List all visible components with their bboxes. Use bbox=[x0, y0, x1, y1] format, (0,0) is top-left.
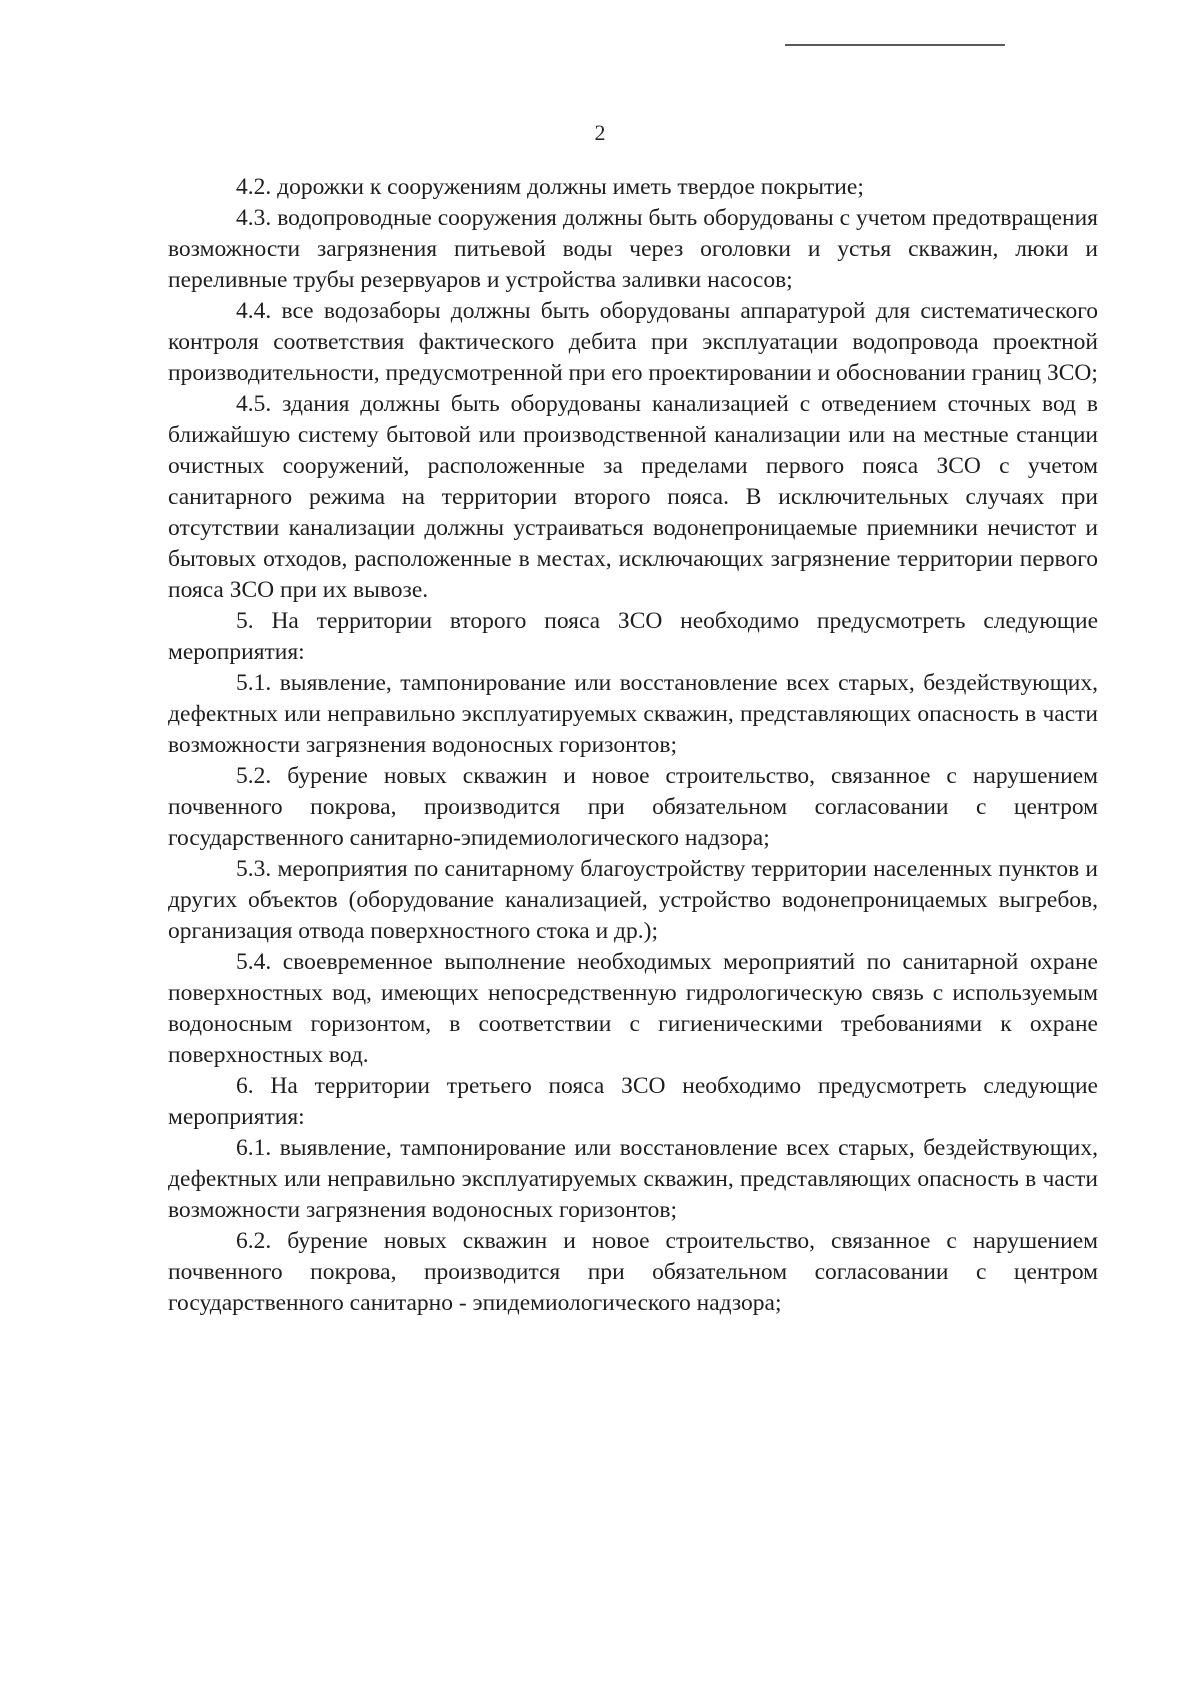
header-rule bbox=[785, 44, 1005, 46]
paragraph-6-2: 6.2. бурение новых скважин и новое строительство, связанное с нарушением почвенного покрова, производится при обязательном согласовании с центром государственного санитарно - эпидемиологического надзора; bbox=[168, 1228, 1098, 1316]
paragraph-6-1: 6.1. выявление, тампонирование или восстановление всех старых, бездействующих, дефектных или неправильно эксплуатируемых скважин, представляющих опасность в части возможности загрязнения водоносных горизонтов; bbox=[168, 1135, 1098, 1223]
page-number: 2 bbox=[594, 120, 606, 145]
paragraph-5: 5. На территории второго пояса ЗСО необходимо предусмотреть следующие мероприятия: bbox=[168, 608, 1098, 665]
paragraph-4-3: 4.3. водопроводные сооружения должны быть оборудованы с учетом предотвращения возможности загрязнения питьевой воды через оголовки и устья скважин, люки и переливные трубы резервуаров и устройства заливки насосов; bbox=[168, 205, 1098, 293]
paragraph-5-2: 5.2. бурение новых скважин и новое строительство, связанное с нарушением почвенного покрова, производится при обязательном согласовании с центром государственного санитарно-эпидемиологического надзора; bbox=[168, 763, 1098, 851]
paragraph-4-2: 4.2. дорожки к сооружениям должны иметь твердое покрытие; bbox=[236, 174, 864, 200]
paragraph-6: 6. На территории третьего пояса ЗСО необходимо предусмотреть следующие мероприятия: bbox=[168, 1073, 1098, 1130]
paragraph-4-4: 4.4. все водозаборы должны быть оборудованы аппаратурой для систематического контроля соответствия фактического дебита при эксплуатации водопровода проектной производительности, предусмотренной при его проектировании и обосновании границ ЗСО; bbox=[168, 298, 1098, 386]
paragraph-4-5: 4.5. здания должны быть оборудованы канализацией с отведением сточных вод в ближайшую систему бытовой или производственной канализации или на местные станции очистных сооружений, расположенные за пределами первого пояса ЗСО с учетом санитарного режима на территории второго пояса. В исключительных случаях при отсутствии канализации должны устраиваться водонепроницаемые приемники нечистот и бытовых отходов, расположенные в местах, исключающих загрязнение территории первого пояса ЗСО при их вывозе. bbox=[168, 391, 1098, 603]
paragraph-5-1: 5.1. выявление, тампонирование или восстановление всех старых, бездействующих, дефектных или неправильно эксплуатируемых скважин, представляющих опасность в части возможности загрязнения водоносных горизонтов; bbox=[168, 670, 1098, 758]
document-body bbox=[168, 172, 1098, 1319]
paragraph-5-3: 5.3. мероприятия по санитарному благоустройству территории населенных пунктов и других объектов (оборудование канализацией, устройство водонепроницаемых выгребов, организация отвода поверхностного стока и др.); bbox=[168, 856, 1098, 944]
paragraph-5-4: 5.4. своевременное выполнение необходимых мероприятий по санитарной охране поверхностных вод, имеющих непосредственную гидрологическую связь с используемым водоносным горизонтом, в соответствии с гигиеническими требованиями к охране поверхностных вод. bbox=[168, 949, 1098, 1068]
